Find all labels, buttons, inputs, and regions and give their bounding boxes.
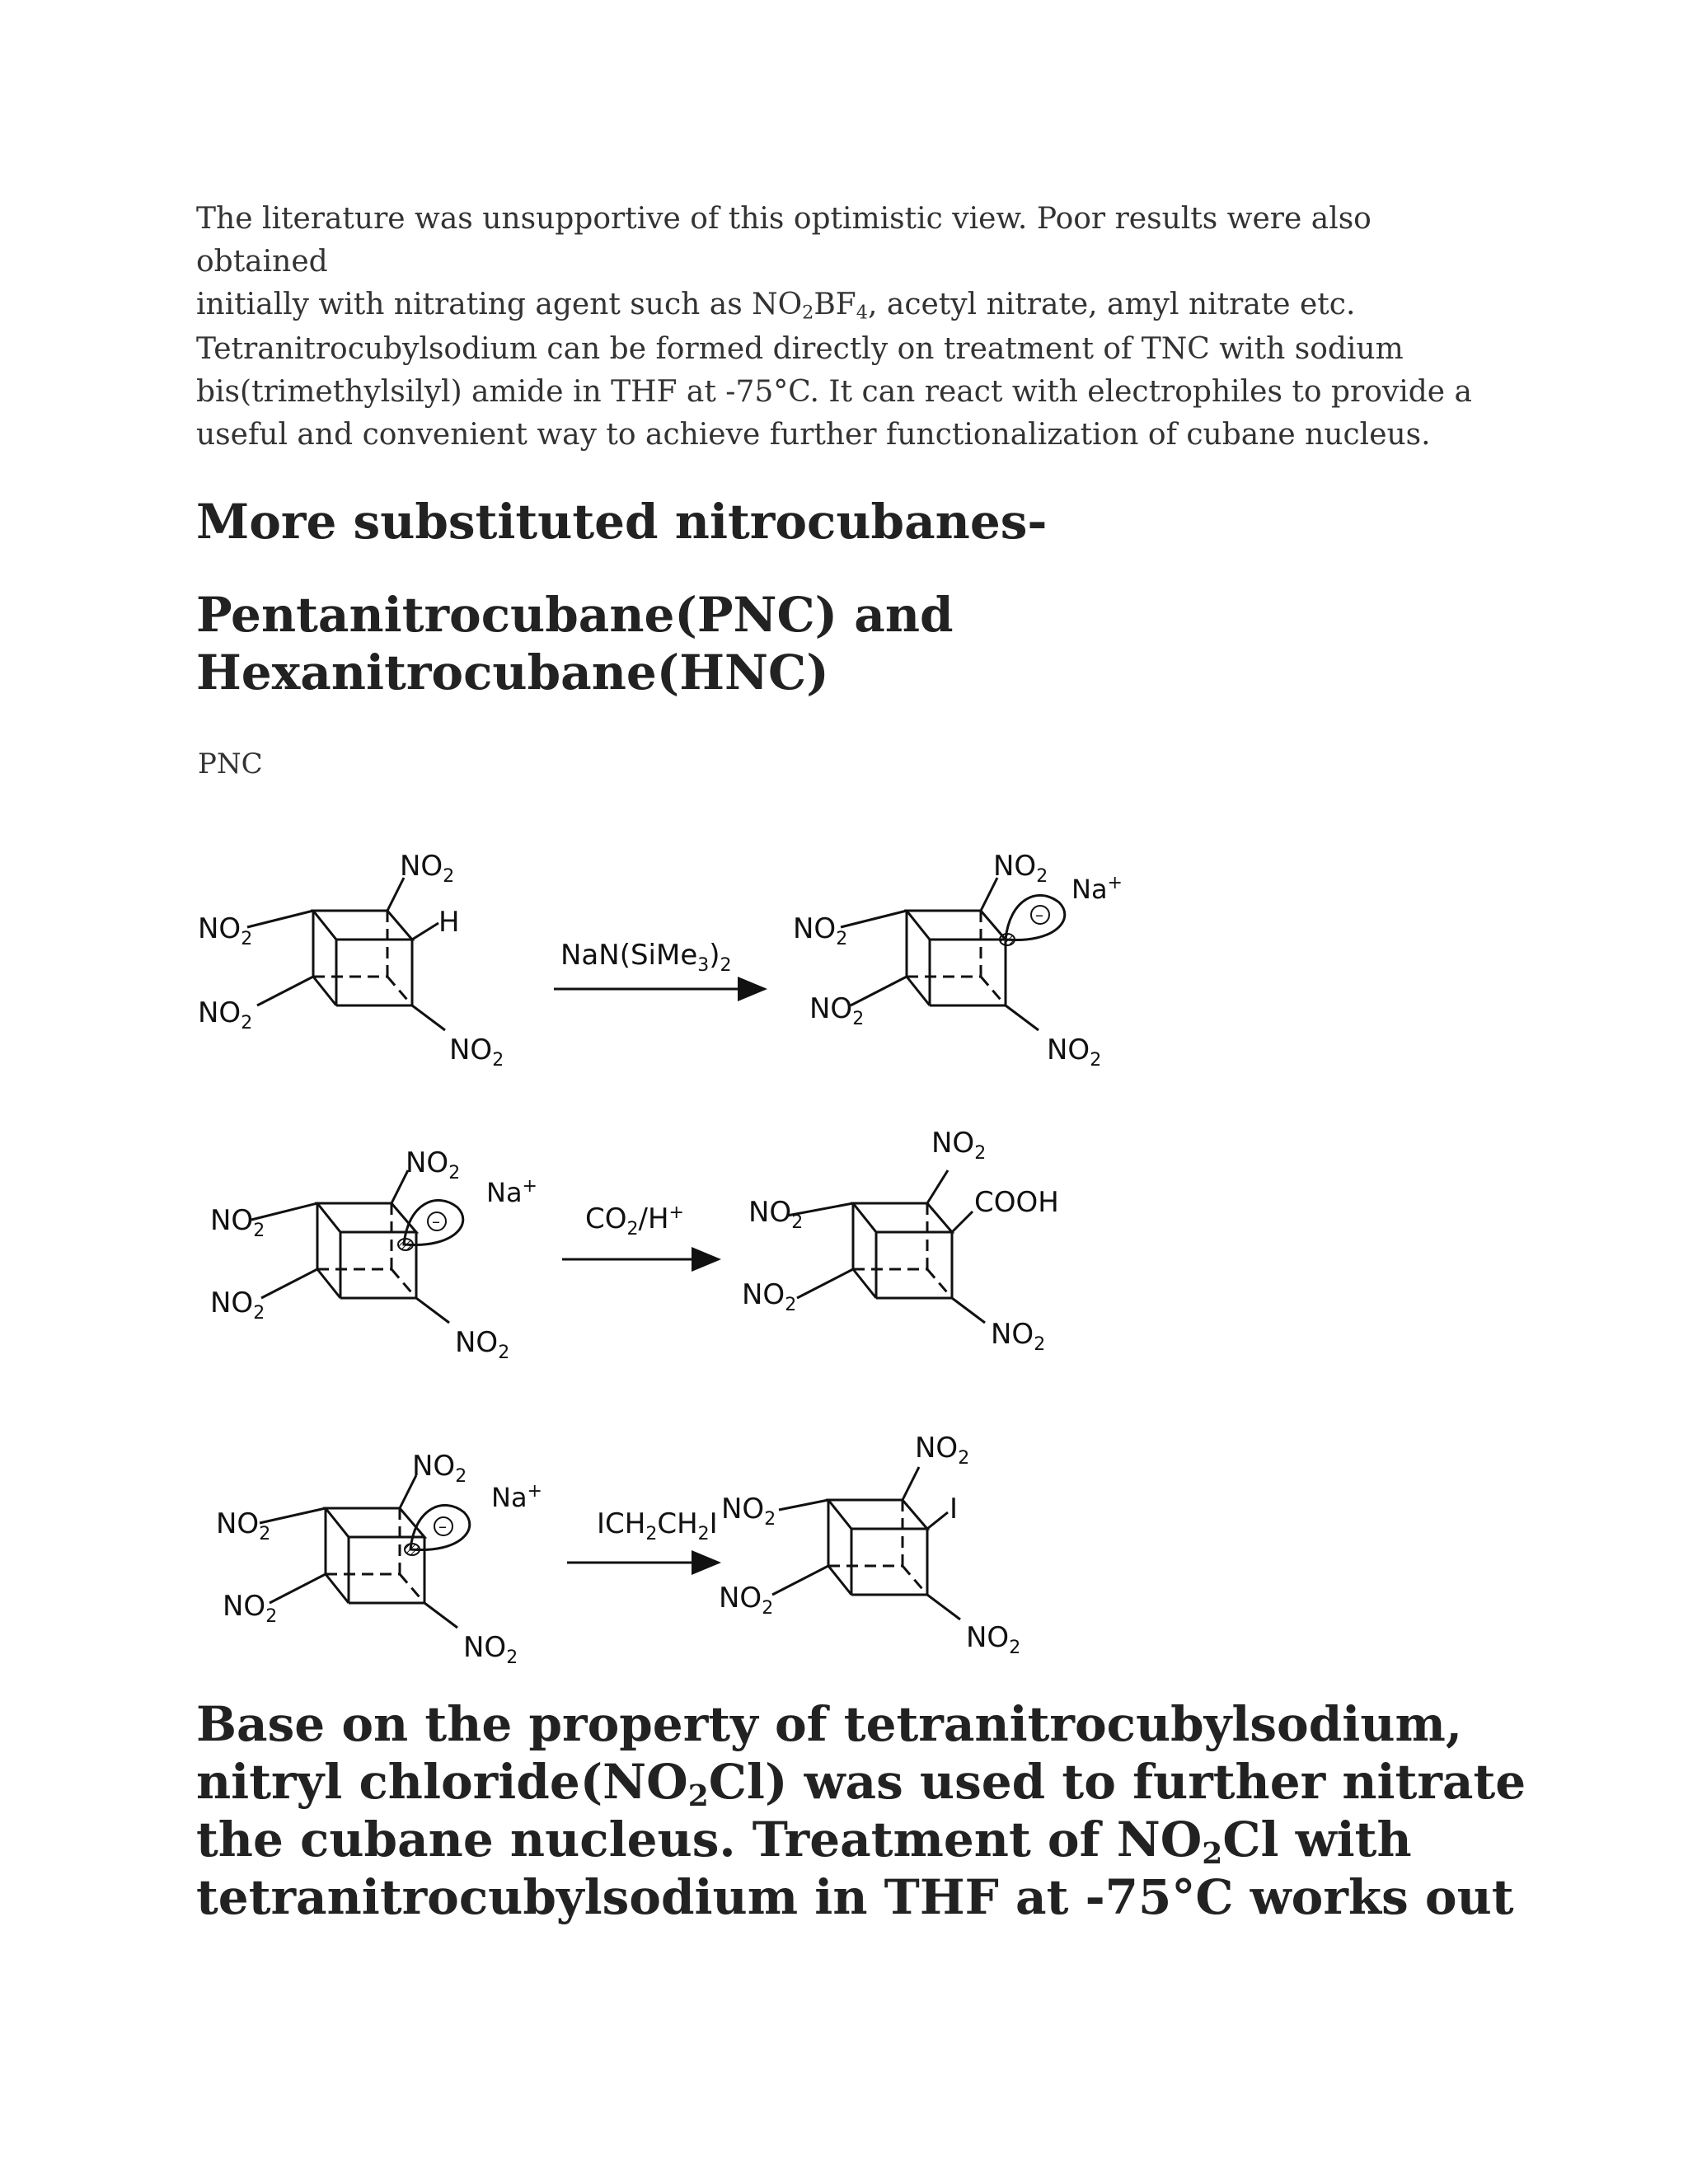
- cube-frame: [787, 1170, 985, 1323]
- sodium-cation: Na+: [486, 1176, 537, 1208]
- row1-reagent-nahmds: [554, 939, 765, 989]
- heading3-line-1: Base on the property of tetranitrocubylsodium,: [196, 1696, 1463, 1752]
- no2-label: $NO_2$: [742, 1278, 797, 1315]
- no2-label: $NO_2$: [993, 850, 1048, 887]
- section-heading-pnc-hnc: [196, 586, 1548, 701]
- no2-label: $NO_2$: [721, 1493, 776, 1530]
- reagent-label: $ICH_2CH_2I$: [597, 1507, 718, 1544]
- para2-line-3: useful and convenient way to achieve further functionalization of cubane nucleus.: [196, 418, 1431, 452]
- cube-frame: [247, 878, 445, 1030]
- no2-label: $NO_2$: [1047, 1033, 1102, 1071]
- minus-sign: –: [432, 1212, 440, 1231]
- no2-label: $NO_2$: [793, 912, 848, 949]
- heading-pnc-line: Pentanitrocubane(PNC) and: [196, 587, 954, 643]
- no2-label: $NO_2$: [412, 1450, 467, 1487]
- minus-sign: –: [438, 1516, 447, 1536]
- sodium-cation: Na+: [1071, 873, 1123, 905]
- row2-product-carboxylic-acid: [742, 1127, 1059, 1355]
- no2-label: $NO_2$: [455, 1326, 510, 1363]
- row3-reactant-cubyl-anion: [216, 1450, 542, 1668]
- subscript-2: 2: [1202, 1835, 1223, 1871]
- no2-label: $NO_2$: [809, 992, 865, 1029]
- para2-line-2: bis(trimethylsilyl) amide in THF at -75°C. It can react with electrophiles to provide a: [196, 375, 1473, 409]
- no2-label: $NO_2$: [931, 1127, 987, 1164]
- orbital-lobe: [405, 1544, 420, 1555]
- no2-label: $NO_2$: [210, 1204, 265, 1241]
- no2-label: $NO_2$: [223, 1590, 278, 1627]
- intro-line-1: The literature was unsupportive of this optimistic view. Poor results were also obtained: [196, 202, 1372, 279]
- row1-reactant-tetranitrocubane: [198, 850, 504, 1071]
- heading3-line-3-end: Cl with: [1222, 1811, 1412, 1868]
- no2-label: $NO_2$: [719, 1582, 774, 1619]
- minus-sign: –: [1035, 905, 1043, 925]
- no2-label: $NO_2$: [210, 1286, 265, 1324]
- orbital-lobe: [398, 1239, 413, 1250]
- no2-label: $NO_2$: [463, 1631, 518, 1668]
- no2-label: $NO_2$: [406, 1146, 461, 1183]
- para2-line-1: Tetranitrocubylsodium can be formed directly on treatment of TNC with sodium: [196, 332, 1404, 366]
- pnc-caption: PNC: [198, 748, 263, 780]
- cube-frame: [251, 1170, 463, 1323]
- heading3-line-3-start: the cubane nucleus. Treatment of NO: [196, 1811, 1203, 1868]
- heading3-line-2-start: nitryl chloride(NO: [196, 1754, 688, 1810]
- subscript-2: 2: [802, 302, 814, 324]
- intro-line-2-bf: BF: [814, 288, 856, 321]
- cube-frame: [772, 1467, 960, 1619]
- section-heading-substituted: More substituted nitrocubanes-: [196, 494, 1048, 550]
- sodium-cation: Na+: [491, 1481, 542, 1513]
- heading3-line-2-end: Cl) was used to further nitrate: [708, 1754, 1526, 1810]
- row3-product-iodocubane: [719, 1432, 1020, 1658]
- heading3-line-4: tetranitrocubylsodium in THF at -75°C works out: [196, 1869, 1514, 1925]
- no2-label: $NO_2$: [449, 1033, 504, 1071]
- heading-hnc-line: Hexanitrocubane(HNC): [196, 644, 829, 701]
- no2-label: $NO_2$: [198, 912, 253, 949]
- row1-product-cubyl-anion: [793, 850, 1123, 1071]
- row3-reagent-diiodoethane: [567, 1507, 719, 1563]
- hydrogen-label: H: [438, 906, 460, 939]
- intro-line-2-start: initially with nitrating agent such as NO: [196, 288, 803, 321]
- cube-frame: [260, 1475, 470, 1628]
- no2-label: $NO_2$: [966, 1621, 1021, 1658]
- cube-frame: [841, 878, 1065, 1030]
- iodine-label: I: [950, 1493, 959, 1526]
- reaction-scheme: [198, 841, 1154, 1673]
- no2-label: $NO_2$: [198, 996, 253, 1033]
- row2-reactant-cubyl-anion: [210, 1146, 537, 1363]
- cooh-label: COOH: [974, 1186, 1059, 1219]
- no2-label: $NO_2$: [991, 1318, 1046, 1355]
- tetranitrocubylsodium-paragraph: [196, 328, 1482, 457]
- nitryl-chloride-heading: [196, 1695, 1548, 1926]
- orbital-lobe: [1000, 934, 1015, 945]
- no2-label: $NO_2$: [400, 850, 455, 887]
- no2-label: $NO_2$: [216, 1507, 271, 1544]
- subscript-2: 2: [687, 1778, 709, 1813]
- reagent-label: $CO_2/H^+$: [585, 1202, 684, 1240]
- row2-reagent-co2: [562, 1202, 719, 1259]
- no2-label: $NO_2$: [915, 1432, 970, 1469]
- reagent-label: $NaN(SiMe_3)_2$: [560, 939, 732, 976]
- no2-label: $NO_2$: [748, 1196, 804, 1233]
- intro-paragraph: [196, 198, 1482, 326]
- intro-line-2-end: , acetyl nitrate, amyl nitrate etc.: [867, 288, 1356, 321]
- subscript-4: 4: [856, 302, 868, 324]
